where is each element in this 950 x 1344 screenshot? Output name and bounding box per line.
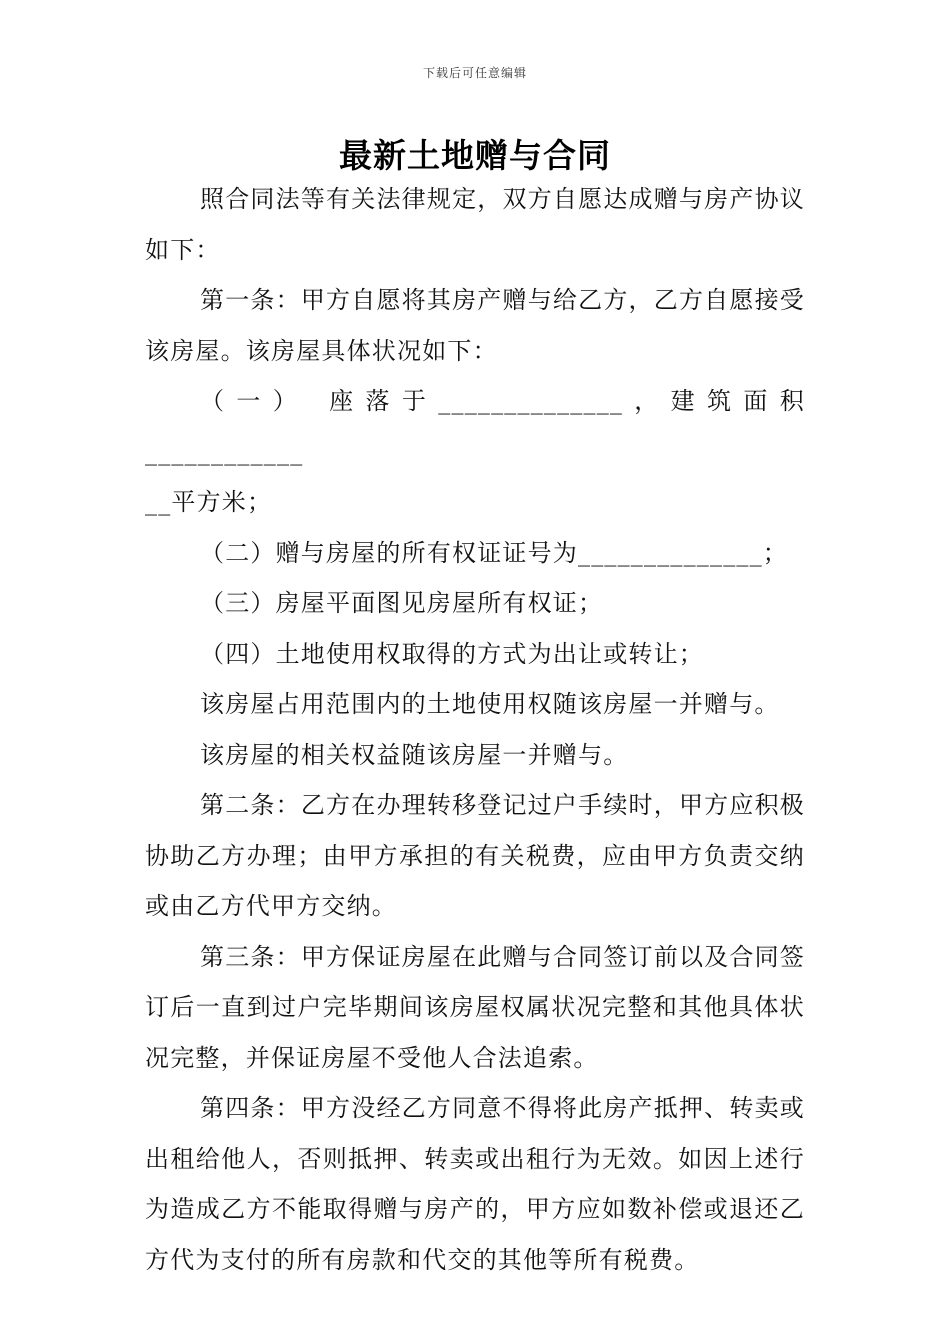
paragraph-land-note: 该房屋占用范围内的土地使用权随该房屋一并赠与。	[200, 690, 780, 718]
document-title: 最新土地赠与合同	[339, 136, 611, 175]
paragraph-item-2: （二）赠与房屋的所有权证证号为______________；	[200, 538, 788, 567]
paragraph-item-1-continued: __平方米；	[145, 488, 273, 516]
paragraph-item-4: （四）土地使用权取得的方式为出让或转让；	[200, 639, 704, 668]
paragraph-item-3: （三）房屋平面图见房屋所有权证；	[200, 589, 604, 617]
paragraph-article-1: 第一条：甲方自愿将其房产赠与给乙方，乙方自愿接受该房屋。该房屋具体状况如下：	[145, 286, 805, 365]
paragraph-article-2: 第二条：乙方在办理转移登记过户手续时，甲方应积极协助乙方办理；由甲方承担的有关税费，应由甲方负责交纳或由乙方代甲方交纳。	[145, 791, 805, 920]
paragraph-article-3: 第三条：甲方保证房屋在此赠与合同签订前以及合同签订后一直到过户完毕期间该房屋权属状况完整和其他具体状况完整，并保证房屋不受他人合法追索。	[145, 942, 805, 1072]
paragraph-item-1: （一） 座落于______________，建筑面积____________	[145, 387, 805, 466]
paragraph-rights-note: 该房屋的相关权益随该房屋一并赠与。	[200, 740, 629, 769]
paragraph-article-4: 第四条：甲方没经乙方同意不得将此房产抵押、转卖或出租给他人，否则抵押、转卖或出租行为无效。如因上述行为造成乙方不能取得赠与房产的，甲方应如数补偿或退还乙方代为支付的所有房款和代交的其他等所有税费。	[145, 1094, 805, 1274]
document-body	[145, 174, 805, 1285]
paragraph-intro: 照合同法等有关法律规定，双方自愿达成赠与房产协议如下：	[145, 185, 805, 264]
header-note: 下载后可任意编辑	[422, 66, 527, 80]
